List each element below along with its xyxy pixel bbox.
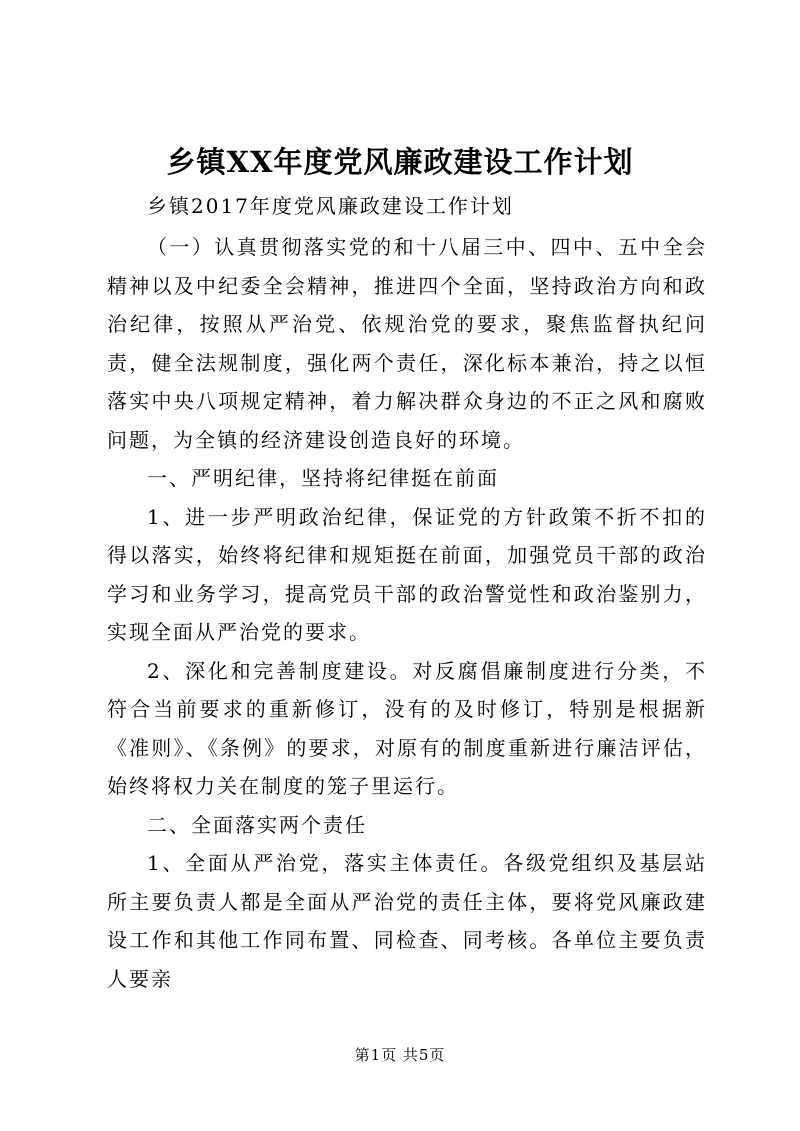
paragraph-1-2: 2、深化和完善制度建设。对反腐倡廉制度进行分类，不符合当前要求的重新修订，没有的及时修订，特别是根据新《准则》、《条例》的要求，对原有的制度重新进行廉洁评估，始终将权力关在制度的笼子里运行。 — [107, 658, 707, 798]
section-heading-2: 二、全面落实两个责任 — [147, 812, 367, 837]
paragraph-subtitle: 乡镇2017年度党风廉政建设工作计划 — [147, 194, 514, 218]
paragraph-1-1: 1、进一步严明政治纪律，保证党的方针政策不折不扣的得以落实，始终将纪律和规矩挺在前面，加强党员干部的政治学习和业务学习，提高党员干部的政治警觉性和政治鉴别力，实现全面从严治党的要求。 — [107, 504, 707, 644]
page-number-footer: 第1页 共5页 — [354, 1046, 446, 1064]
paragraph-intro: （一）认真贯彻落实党的和十八届三中、四中、五中全会精神以及中纪委全会精神，推进四个全面，坚持政治方向和政治纪律，按照从严治党、依规治党的要求，聚焦监督执纪问责，健全法规制度，强化两个责任，深化标本兼治，持之以恒落实中央八项规定精神，着力解决群众身边的不正之风和腐败问题，为全镇的经济建设创造良好的环境。 — [107, 235, 707, 452]
section-heading-1: 一、严明纪律，坚持将纪律挺在前面 — [147, 466, 499, 490]
document-title: 乡镇XX年度党风廉政建设工作计划 — [166, 145, 634, 179]
paragraph-2-1: 1、全面从严治党，落实主体责任。各级党组织及基层站所主要负责人都是全面从严治党的责任主体，要将党风廉政建设工作和其他工作同布置、同检查、同考核。各单位主要负责人要亲 — [107, 851, 707, 991]
document-body — [107, 184, 707, 998]
